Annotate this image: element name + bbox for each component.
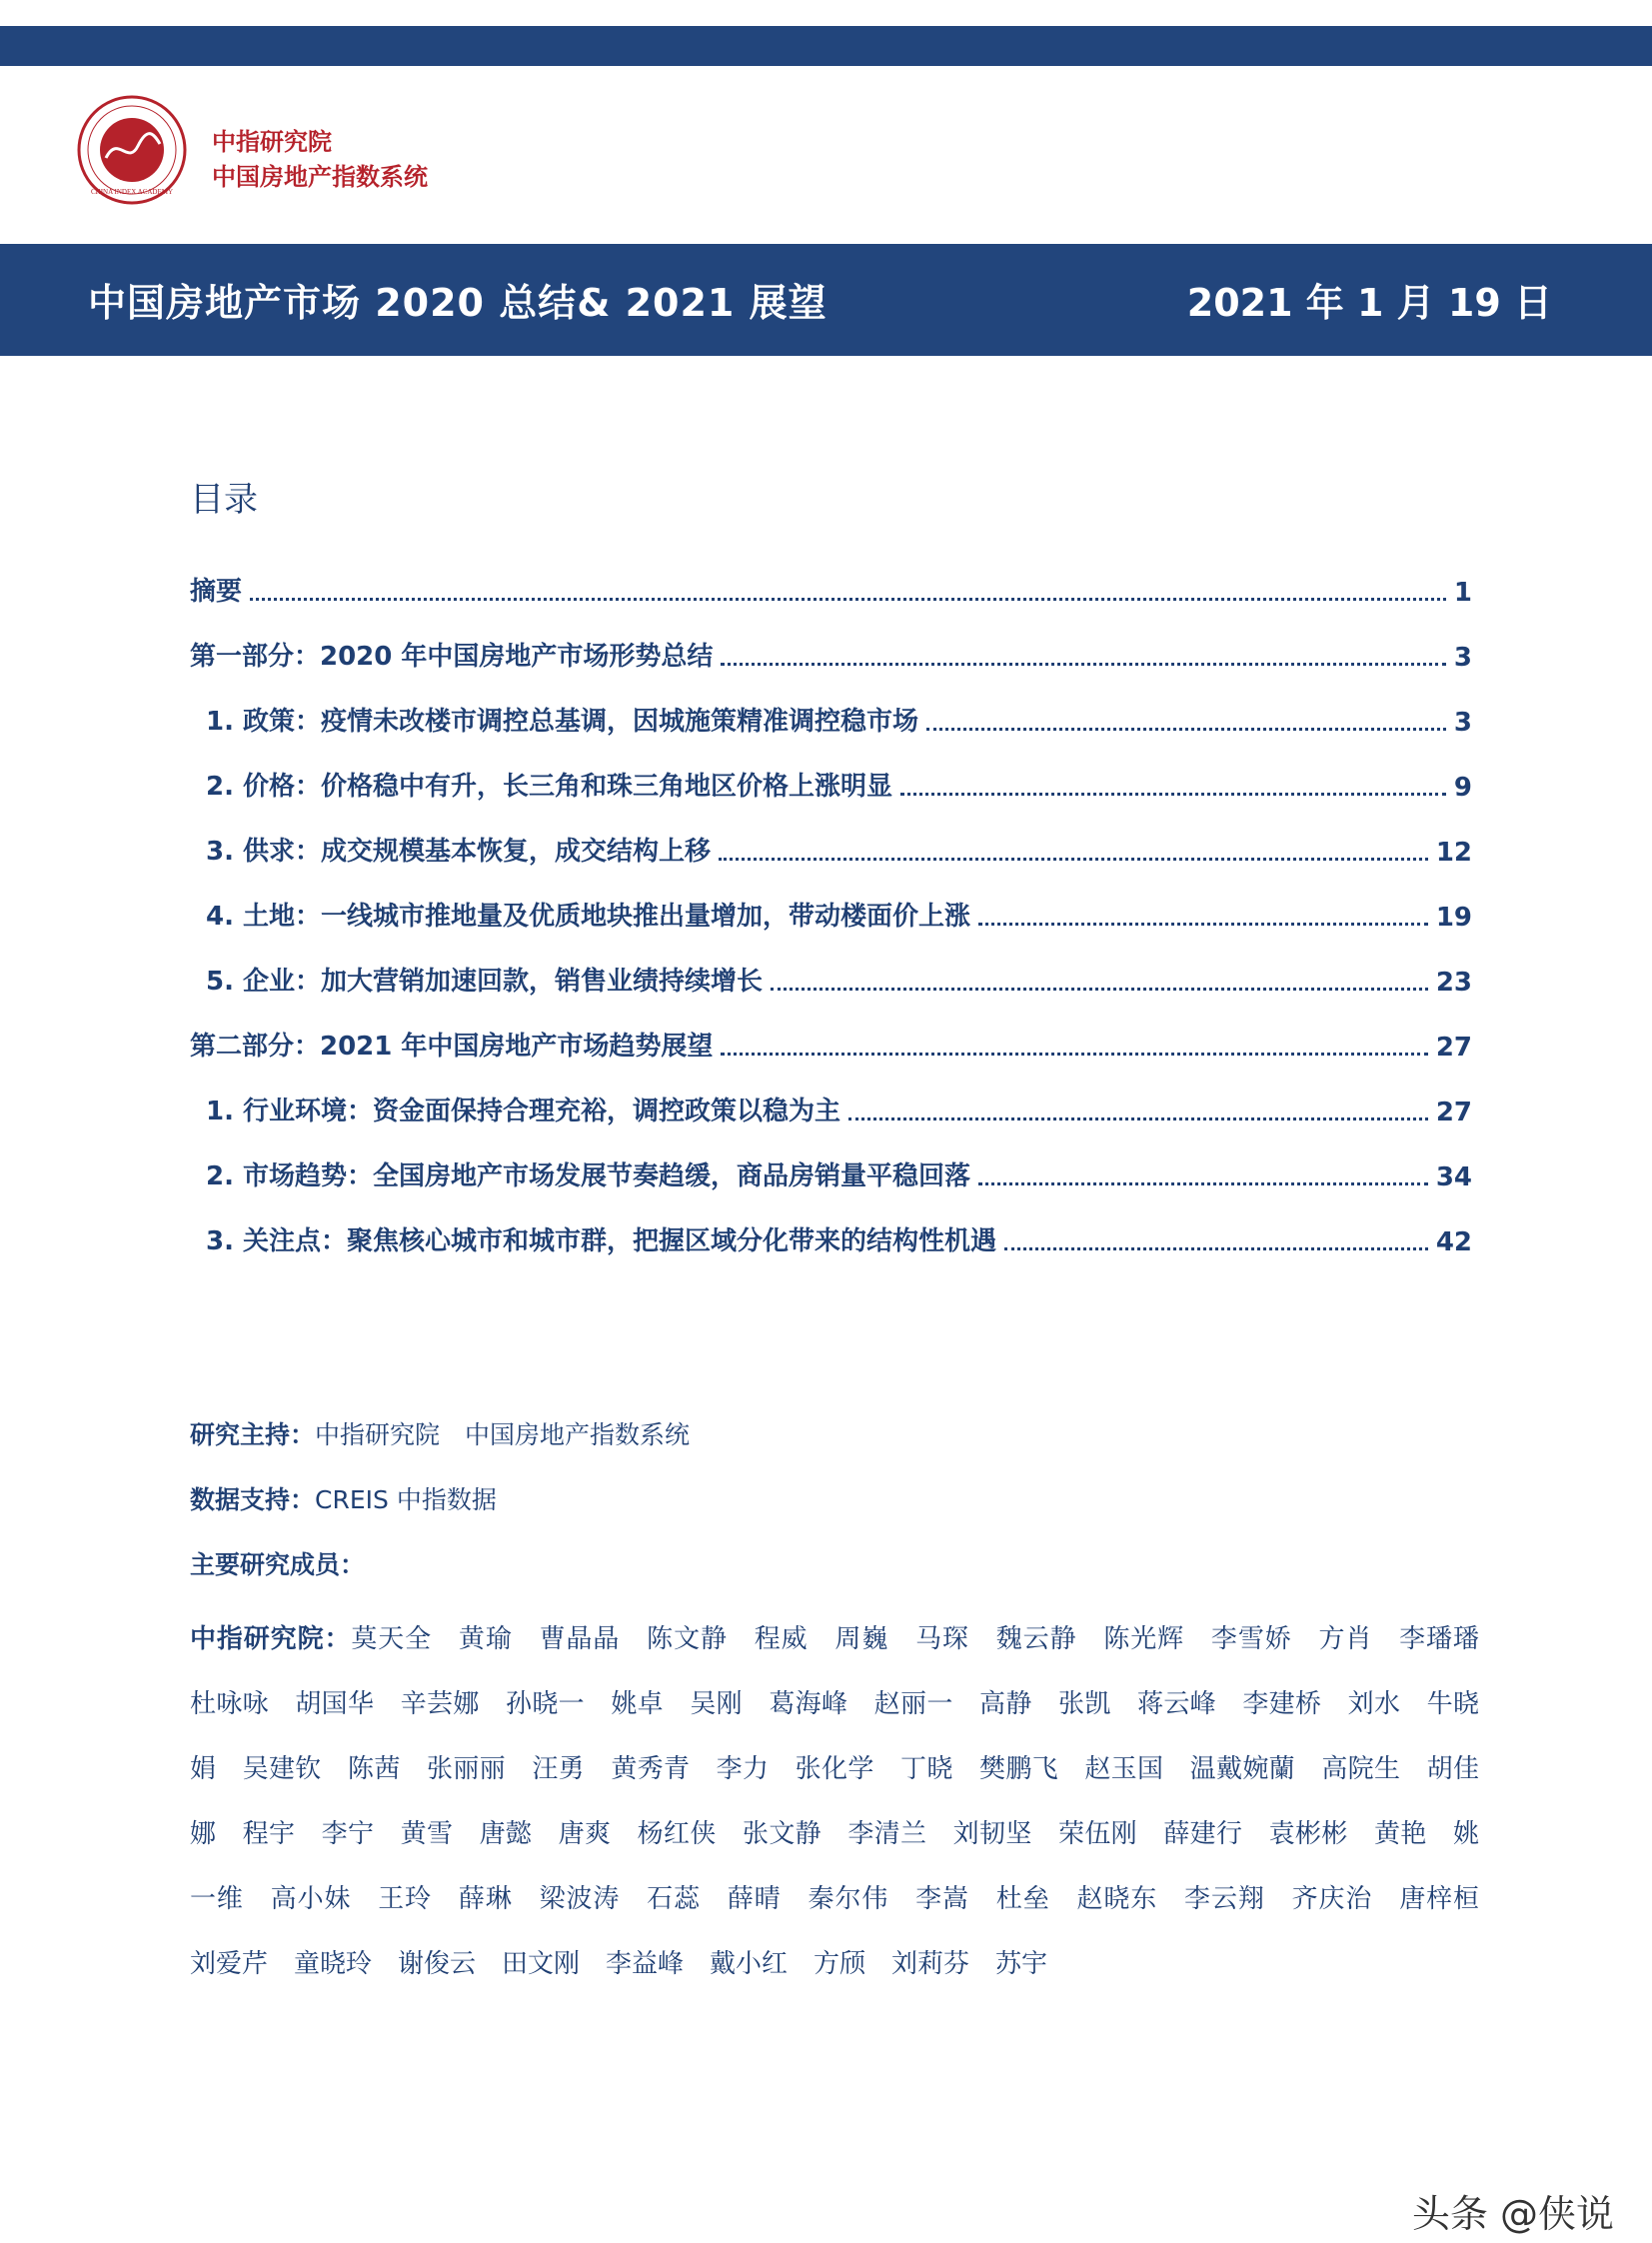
toc-entry-label: 3. 供求：成交规模基本恢复，成交结构上移: [206, 837, 712, 867]
toc-entry[interactable]: [206, 1217, 1472, 1257]
toc-entry-page: 23: [1435, 968, 1472, 998]
data-support-label: 数据支持：: [190, 1485, 316, 1514]
toc-entry[interactable]: [190, 1023, 1472, 1063]
toc-entry-label: 3. 关注点：聚焦核心城市和城市群，把握区域分化带来的结构性机遇: [206, 1226, 997, 1256]
toc-leader-dots: [1004, 1247, 1428, 1250]
toc-entry-page: 27: [1435, 1098, 1472, 1127]
toc-entry-page: 19: [1435, 903, 1472, 933]
toc-leader-dots: [978, 1182, 1428, 1185]
toc-heading: 目录: [190, 480, 258, 520]
toc-entry[interactable]: [206, 1088, 1472, 1127]
toc-entry-page: 12: [1435, 838, 1472, 868]
china-index-academy-logo: [76, 94, 188, 206]
logo-text: CHINA INDEX ACADEMY: [90, 188, 174, 196]
institute-label: 中指研究院：: [190, 1624, 352, 1654]
toc-entry-label: 第一部分：2020 年中国房地产市场形势总结: [190, 642, 714, 672]
toc-entry-label: 2. 市场趋势：全国房地产市场发展节奏趋缓，商品房销量平稳回落: [206, 1161, 971, 1191]
top-bar: [0, 26, 1652, 66]
toc-leader-dots: [978, 923, 1428, 926]
report-title: 中国房地产市场 2020 总结& 2021 展望: [88, 281, 827, 325]
toc-entry[interactable]: [206, 893, 1472, 933]
toc-entry[interactable]: [190, 568, 1472, 608]
toc-entry-page: 34: [1435, 1162, 1472, 1192]
data-support-value: CREIS 中指数据: [315, 1485, 497, 1514]
toc-entry-label: 4. 土地：一线城市推地量及优质地块推出量增加，带动楼面价上涨: [206, 902, 971, 932]
members-heading-label: 主要研究成员：: [190, 1550, 366, 1579]
research-host-label: 研究主持：: [190, 1420, 316, 1449]
toc-entry-label: 第二部分：2021 年中国房地产市场趋势展望: [190, 1032, 714, 1062]
report-date: 2021 年 1 月 19 日: [1186, 281, 1552, 325]
toc-entry-page: 42: [1435, 1227, 1472, 1257]
research-host: [190, 1415, 690, 1451]
members-heading: [190, 1545, 365, 1581]
toc-entry[interactable]: [206, 958, 1472, 998]
toc-entry-label: 1. 政策：疫情未改楼市调控总基调，因城施策精准调控稳市场: [206, 707, 919, 737]
toc-leader-dots: [721, 663, 1445, 666]
toc-entry-page: 3: [1453, 643, 1472, 673]
toc-leader-dots: [250, 598, 1446, 601]
toc-entry-page: 3: [1453, 708, 1472, 738]
toc-entry-label: 5. 企业：加大营销加速回款，销售业绩持续增长: [206, 967, 764, 997]
toc-entry[interactable]: [206, 763, 1472, 803]
members-list: [190, 1607, 1506, 1997]
data-support: [190, 1480, 497, 1516]
toc-entry-page: 1: [1453, 578, 1472, 608]
toc-entry[interactable]: [190, 633, 1472, 673]
toc-leader-dots: [926, 728, 1446, 731]
toc-leader-dots: [900, 793, 1446, 796]
members-names: 莫天全 黄瑜 曹晶晶 陈文静 程威 周巍 马琛 魏云静 陈光辉 李雪娇 方肖 李璠璠 杜咏咏 胡国华 辛芸娜 孙晓一 姚卓 吴刚 葛海峰 赵丽一 高静 张凯 蒋云峰 李建桥 刘水 牛晓娟 吴建钦 陈茜 张丽丽 汪勇 黄秀青 李力 张化学 丁晓 樊鹏飞 赵玉国 温戴婉蘭 高院生 胡佳娜 程宇 李宁 黄雪 唐懿 唐爽 杨红侠 张文静 李清兰 刘韧坚 荣伍刚 薛建行 袁彬彬 黄艳 姚一维 高小妹 王玲 薛琳 梁波涛 石蕊 薛晴 秦尔伟 李嵩 杜垒 赵晓东 李云翔 齐庆治 唐梓桓 刘爱芹 童晓玲 谢俊云 田文刚 李益峰 戴小红 方颀 刘莉芬 苏宇: [190, 1624, 1506, 1979]
org-system: 中国房地产指数系统: [212, 163, 428, 191]
toc-entry-label: 1. 行业环境：资金面保持合理充裕，调控政策以稳为主: [206, 1097, 841, 1126]
watermark: 头条 @侠说: [1411, 2192, 1614, 2236]
toc-entry-label: 2. 价格：价格稳中有升，长三角和珠三角地区价格上涨明显: [206, 772, 893, 802]
toc-entry[interactable]: [206, 828, 1472, 868]
toc-leader-dots: [771, 988, 1428, 991]
toc-leader-dots: [719, 858, 1428, 861]
toc-entry-label: 摘要: [190, 577, 243, 607]
toc-leader-dots: [848, 1118, 1428, 1121]
toc-leader-dots: [721, 1053, 1427, 1056]
toc-entry-page: 27: [1435, 1033, 1472, 1063]
toc-entry[interactable]: [206, 1152, 1472, 1192]
toc-entry[interactable]: [206, 698, 1472, 738]
research-host-value: 中指研究院 中国房地产指数系统: [315, 1420, 691, 1449]
org-name: 中指研究院: [212, 128, 332, 156]
toc-entry-page: 9: [1453, 773, 1472, 803]
